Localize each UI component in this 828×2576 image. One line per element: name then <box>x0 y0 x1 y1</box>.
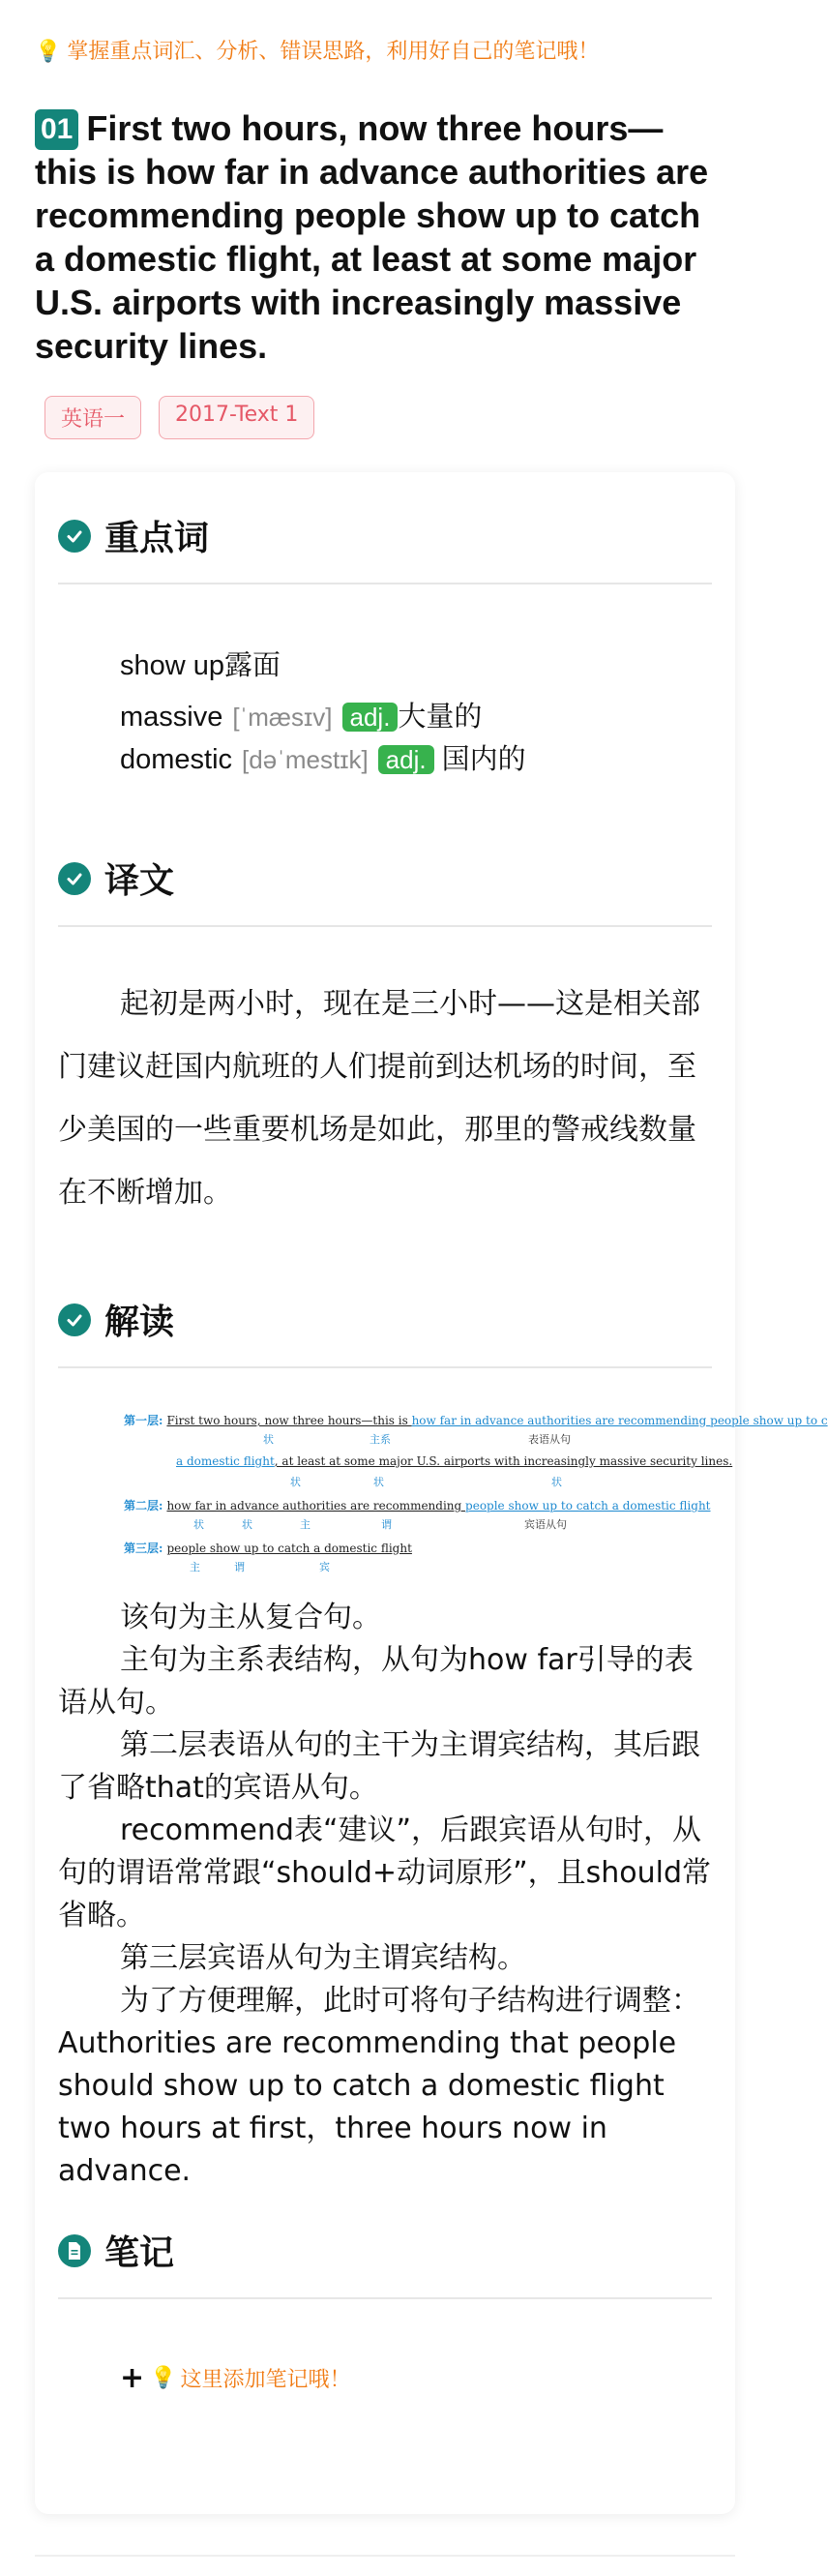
level-label: 第二层: <box>124 1499 163 1513</box>
grammar-mark: 状 <box>290 1476 301 1488</box>
grammar-mark: 表语从句 <box>528 1433 571 1446</box>
vocab-meaning: 大量的 <box>398 702 483 733</box>
check-circle-icon <box>58 520 91 553</box>
diagram-text: how far in advance authorities are recommending <box>166 1499 466 1513</box>
diagram-text: , at least at some major U.S. airports with increasingly massive security lines. <box>274 1454 733 1468</box>
analysis-paragraph: 该句为主从复合句。 <box>120 1601 381 1634</box>
diagram-level1-line1 <box>124 1412 828 1428</box>
section-title: 笔记 <box>104 2233 175 2273</box>
section-title: 译文 <box>104 861 175 901</box>
vocab-item <box>120 695 482 734</box>
level-label: 第三层: <box>124 1542 163 1555</box>
grammar-mark: 宾 <box>319 1561 330 1573</box>
diagram-text: people show up to catch a domestic flight <box>166 1542 412 1555</box>
analysis-paragraph: 第二层表语从句的主干为主谓宾结构，其后跟了省略that的宾语从句。 <box>58 1728 700 1805</box>
divider <box>58 925 712 927</box>
grammar-mark: 状 <box>242 1518 252 1531</box>
add-note-label: 这里添加笔记哦！ <box>180 2368 351 2392</box>
vocab-item <box>120 737 526 777</box>
divider <box>58 2297 712 2299</box>
tag-exam[interactable]: 英语一 <box>44 396 141 439</box>
grammar-mark: 主 <box>300 1518 310 1531</box>
grammar-mark: 主系 <box>370 1433 391 1446</box>
grammar-mark: 谓 <box>234 1561 245 1573</box>
check-circle-icon <box>58 862 91 895</box>
add-note-button[interactable] <box>120 2361 351 2395</box>
lightbulb-icon: 💡 <box>150 2366 177 2390</box>
divider <box>58 1366 712 1368</box>
tip-text: 掌握重点词汇、分析、错误思路，利用好自己的笔记哦！ <box>67 40 600 64</box>
analysis-paragraph: recommend表“建议”，后跟宾语从句时，从句的谓语常常跟“should+动词原形”，且should常省略。 <box>58 1813 711 1932</box>
vocab-word: domestic <box>120 744 233 775</box>
diagram-text: First two hours, now three hours—this is <box>166 1414 412 1427</box>
tag-list <box>44 396 314 439</box>
grammar-mark: 状 <box>373 1476 384 1488</box>
grammar-mark: 主 <box>190 1561 200 1573</box>
diagram-clause: how far in advance authorities are recommending people show up to c <box>411 1414 828 1427</box>
translation-text: 起初是两小时，现在是三小时——这是相关部门建议赶国内航班的人们提前到达机场的时间，至少美国的一些重要机场是如此，那里的警戒线数量在不断增加。 <box>58 987 700 1210</box>
section-notes-header <box>58 2226 174 2275</box>
tag-source[interactable]: 2017-Text 1 <box>159 396 314 439</box>
analysis-text <box>58 1597 716 2193</box>
analysis-paragraph: 第三层宾语从句为主谓宾结构。 <box>120 1941 526 1975</box>
grammar-mark: 宾语从句 <box>524 1518 567 1531</box>
plus-icon: + <box>120 2361 145 2395</box>
diagram-level3 <box>124 1540 412 1556</box>
section-translation-header <box>58 854 174 903</box>
question-sentence <box>35 106 722 368</box>
question-number-badge: 01 <box>35 109 78 150</box>
grammar-mark: 状 <box>263 1433 274 1446</box>
vocab-pos-badge: adj. <box>342 703 399 732</box>
section-title: 重点词 <box>104 519 210 558</box>
diagram-level2 <box>124 1497 711 1513</box>
sentence-text: First two hours, now three hours—this is how far in advance authorities are recommending people show up to catch a domestic flight, at least at some major U.S. airports with increasingly massive security lines. <box>35 108 709 366</box>
analysis-paragraph: 为了方便理解，此时可将句子结构进行调整：Authorities are recommending that people should show up to catch a domestic flight two hours at first，three hours now in advance. <box>58 1984 700 2188</box>
vocab-word: massive <box>120 702 223 733</box>
analysis-paragraph: 主句为主系表结构，从句为how far引导的表语从句。 <box>58 1643 694 1720</box>
lightbulb-icon: 💡 <box>35 40 62 64</box>
divider <box>35 2555 735 2557</box>
vocab-pos-badge: adj. <box>378 745 434 774</box>
vocab-pronunciation: [ˈmæsɪv] <box>232 703 333 732</box>
section-keywords-header <box>58 511 209 560</box>
section-title: 解读 <box>104 1303 175 1342</box>
grammar-mark: 状 <box>193 1518 204 1531</box>
vocab-item <box>120 644 281 683</box>
tip-banner <box>35 35 599 65</box>
level-label: 第一层: <box>124 1414 163 1427</box>
diagram-level1-line2 <box>176 1454 732 1468</box>
vocab-pronunciation: [dəˈmestɪk] <box>242 745 369 774</box>
diagram-clause: a domestic flight <box>176 1454 275 1468</box>
sentence-structure-diagram <box>120 1408 828 1582</box>
section-analysis-header <box>58 1295 174 1344</box>
vocab-meaning: 国内的 <box>441 744 526 775</box>
vocab-word: show up露面 <box>120 650 281 681</box>
diagram-clause: people show up to catch a domestic flight <box>465 1499 711 1513</box>
grammar-mark: 谓 <box>381 1518 392 1531</box>
grammar-mark: 状 <box>551 1476 562 1488</box>
divider <box>58 583 712 584</box>
check-circle-icon <box>58 1303 91 1336</box>
note-doc-icon <box>58 2234 91 2267</box>
